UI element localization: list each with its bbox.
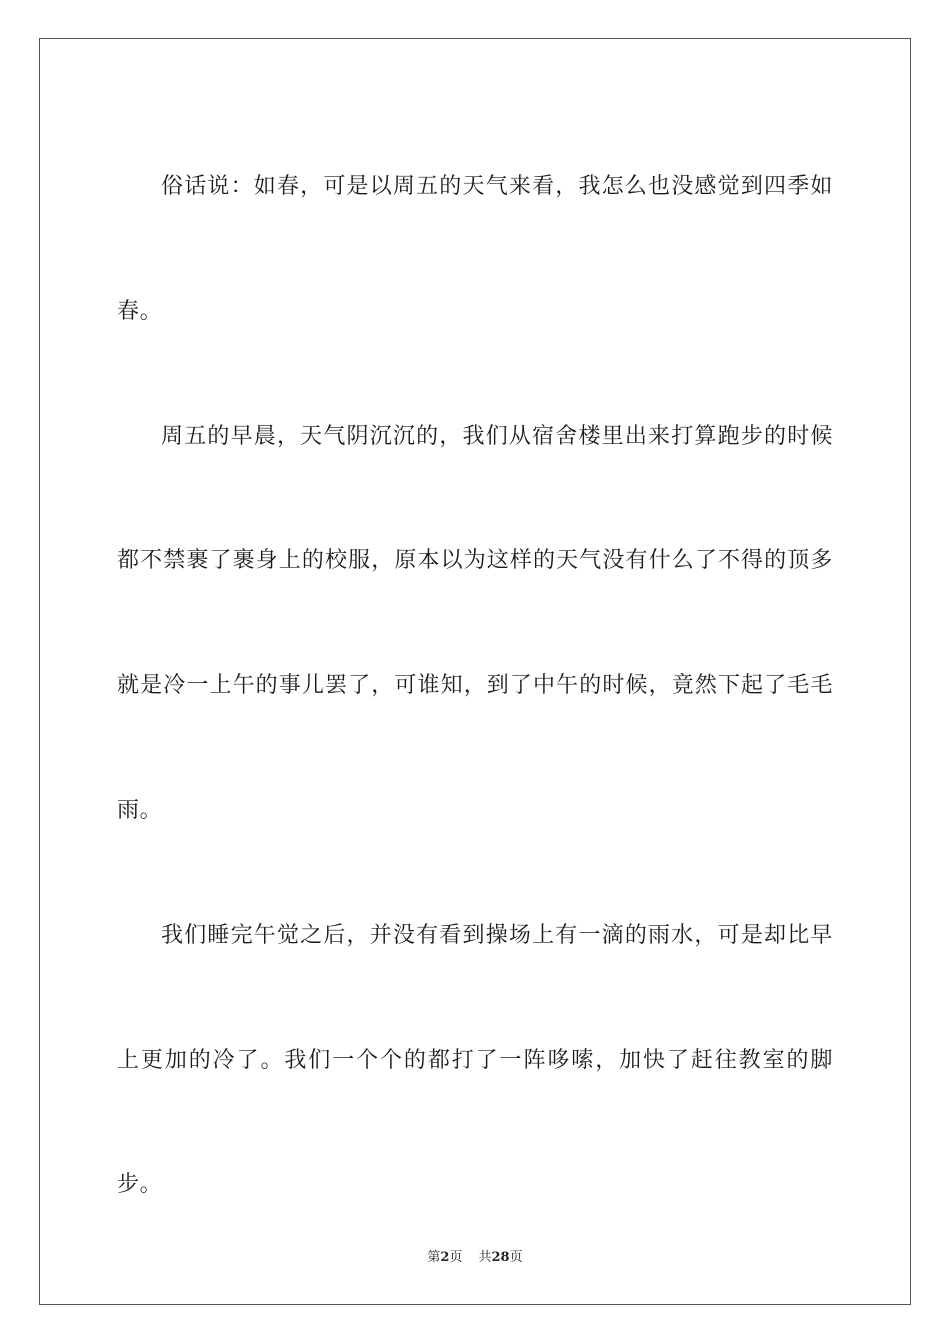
page-footer — [0, 1246, 950, 1265]
page-prefix: 第 — [427, 1250, 441, 1265]
total-pages: 28 — [491, 1250, 510, 1265]
paragraph-3: 我们睡完午觉之后，并没有看到操场上有一滴的雨水，可是却比早上更加的冷了。我们一个个的都打了一阵哆嗦，加快了赶往教室的脚步。 — [117, 922, 833, 1198]
document-body — [117, 125, 833, 1248]
page-number: 2 — [440, 1250, 450, 1265]
paragraph-2: 周五的早晨，天气阴沉沉的，我们从宿舍楼里出来打算跑步的时候都不禁裹了裹身上的校服，原本以为这样的天气没有什么了不得的顶多就是冷一上午的事儿罢了，可谁知，到了中午的时候，竟然下起了毛毛雨。 — [117, 423, 833, 823]
paragraph-1: 俗话说：如春，可是以周五的天气来看，我怎么也没感觉到四季如春。 — [117, 174, 833, 324]
page-suffix: 页 — [449, 1250, 463, 1265]
total-prefix: 共 — [478, 1250, 492, 1265]
total-suffix: 页 — [509, 1250, 523, 1265]
